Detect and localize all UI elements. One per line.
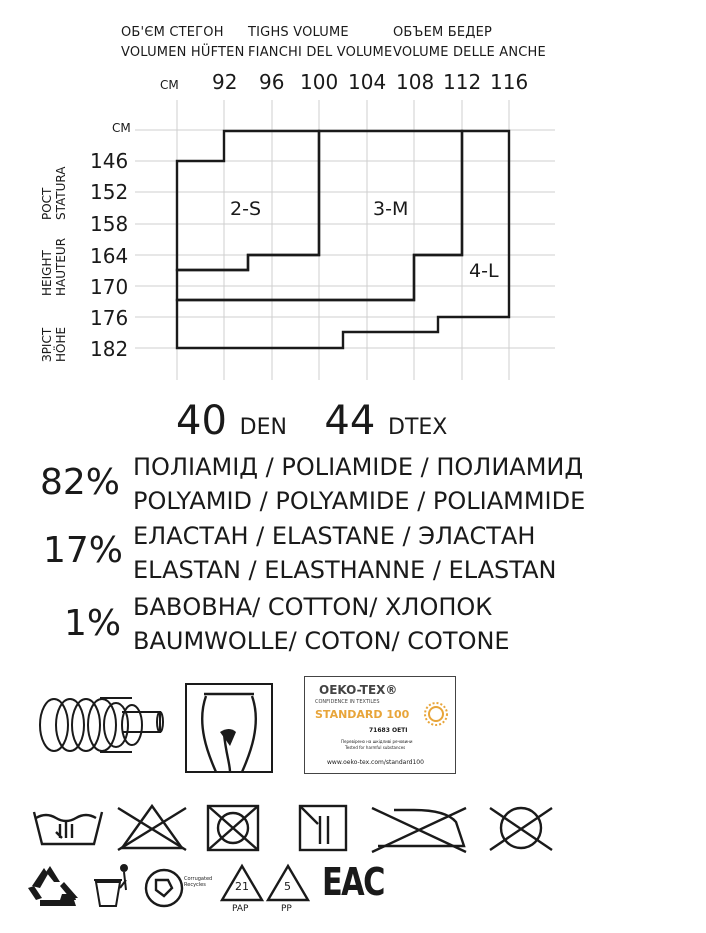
oeko-note1: Перевірено на шкідливі речовини bbox=[341, 739, 413, 744]
composition-material-3 bbox=[133, 590, 510, 658]
x-tick: 96 bbox=[259, 70, 285, 94]
oeko-standard: STANDARD 100 bbox=[315, 708, 410, 721]
height-label-line: HAUTEUR bbox=[54, 237, 68, 296]
chart-grid bbox=[135, 100, 555, 380]
height-label-line: HEIGHT bbox=[40, 250, 54, 296]
y-unit-label: CM bbox=[112, 121, 131, 135]
do-not-tumble-dry-icon bbox=[208, 806, 258, 850]
composition-percent-3: 1% bbox=[64, 603, 122, 644]
material-line: ПОЛІАМІД / POLIAMIDE / ПОЛИАМИД bbox=[133, 453, 584, 481]
oeko-code: 71683 OETI bbox=[369, 727, 408, 734]
composition-material-1 bbox=[133, 450, 585, 518]
oeko-subtitle: CONFIDENCE IN TEXTILES bbox=[315, 699, 380, 705]
material-line: ЕЛАСТАН / ELASTANE / ЭЛАСТАН bbox=[133, 522, 536, 550]
size-4l-outline bbox=[177, 131, 509, 348]
composition-material-2 bbox=[133, 519, 556, 587]
do-not-iron-icon bbox=[372, 808, 466, 852]
header-col2-line1: TIGHS VOLUME bbox=[248, 25, 349, 40]
material-line: BAUMWOLLE/ COTON/ COTONE bbox=[133, 627, 510, 655]
dtex-unit: DTEX bbox=[388, 415, 448, 440]
recycle-icon bbox=[28, 866, 78, 906]
composition-percent-1: 82% bbox=[40, 462, 121, 503]
x-tick: 100 bbox=[300, 70, 339, 94]
size-2s-label: 2-S bbox=[230, 198, 262, 220]
pap-label: PAP bbox=[232, 904, 249, 914]
den-value: 40 bbox=[176, 398, 227, 444]
corrugated-recycles-icon bbox=[146, 870, 182, 906]
y-tick: 182 bbox=[90, 337, 129, 361]
height-label-line: ЗРІСТ bbox=[40, 327, 54, 362]
line-dry-icon bbox=[300, 806, 346, 850]
oeko-url: www.oeko-tex.com/standard100 bbox=[327, 759, 424, 766]
do-not-dry-clean-icon bbox=[490, 808, 552, 850]
y-tick: 170 bbox=[90, 275, 129, 299]
y-tick: 164 bbox=[90, 244, 129, 268]
y-tick: 158 bbox=[90, 212, 129, 236]
pp-label: PP bbox=[281, 904, 292, 914]
header-col2-line2: FIANCHI DEL VOLUME bbox=[248, 45, 393, 60]
rope-icon bbox=[34, 690, 164, 760]
header-col3-line1: ОБЪЕМ БЕДЕР bbox=[393, 25, 493, 40]
eac-mark: EAC bbox=[322, 860, 384, 904]
x-tick: 116 bbox=[490, 70, 529, 94]
waste-bin-icon bbox=[94, 865, 127, 906]
height-label-line: STATURA bbox=[54, 166, 68, 220]
material-line: POLYAMID / POLYAMIDE / POLIAMMIDE bbox=[133, 487, 586, 515]
material-line: БАВОВНА/ COTTON/ ХЛОПОК bbox=[133, 593, 493, 621]
height-label-line: HÖHE bbox=[54, 326, 68, 362]
y-tick: 146 bbox=[90, 149, 129, 173]
size-3m-label: 3-M bbox=[373, 198, 409, 220]
composition-percent-2: 17% bbox=[43, 530, 124, 571]
den-unit: DEN bbox=[239, 415, 287, 440]
header-col1-line2: VOLUMEN HÜFTEN bbox=[121, 45, 245, 60]
x-unit-label: CM bbox=[160, 78, 179, 92]
header-col1-line1: ОБ'ЄМ СТЕГОН bbox=[121, 25, 224, 40]
dtex-value: 44 bbox=[324, 398, 376, 444]
header-col3-line2: VOLUME DELLE ANCHE bbox=[393, 45, 546, 60]
size-4l-label: 4-L bbox=[469, 260, 499, 282]
x-tick: 112 bbox=[443, 70, 482, 94]
corrugated-label: Corrugated Recycles bbox=[184, 876, 213, 888]
material-line: ELASTAN / ELASTHANNE / ELASTAN bbox=[133, 556, 557, 584]
do-not-bleach-icon bbox=[118, 806, 186, 850]
density-line bbox=[176, 398, 447, 444]
size-chart bbox=[0, 0, 706, 400]
x-tick: 104 bbox=[348, 70, 387, 94]
care-symbols bbox=[0, 798, 706, 858]
oeko-tex-label bbox=[304, 676, 456, 774]
x-tick: 92 bbox=[212, 70, 238, 94]
oeko-brand: OEKO-TEX® bbox=[319, 683, 398, 697]
height-label-line: РОСТ bbox=[40, 187, 54, 220]
pap-number: 21 bbox=[235, 880, 249, 893]
oeko-note2: Tested for harmful substances bbox=[345, 745, 406, 750]
tights-icon bbox=[186, 684, 272, 772]
oeko-sun-icon bbox=[423, 701, 449, 727]
pp-number: 5 bbox=[284, 880, 291, 893]
y-tick: 152 bbox=[90, 180, 129, 204]
hand-wash-icon bbox=[34, 812, 102, 844]
size-outlines bbox=[177, 131, 509, 348]
x-tick: 108 bbox=[396, 70, 435, 94]
y-tick: 176 bbox=[90, 306, 129, 330]
